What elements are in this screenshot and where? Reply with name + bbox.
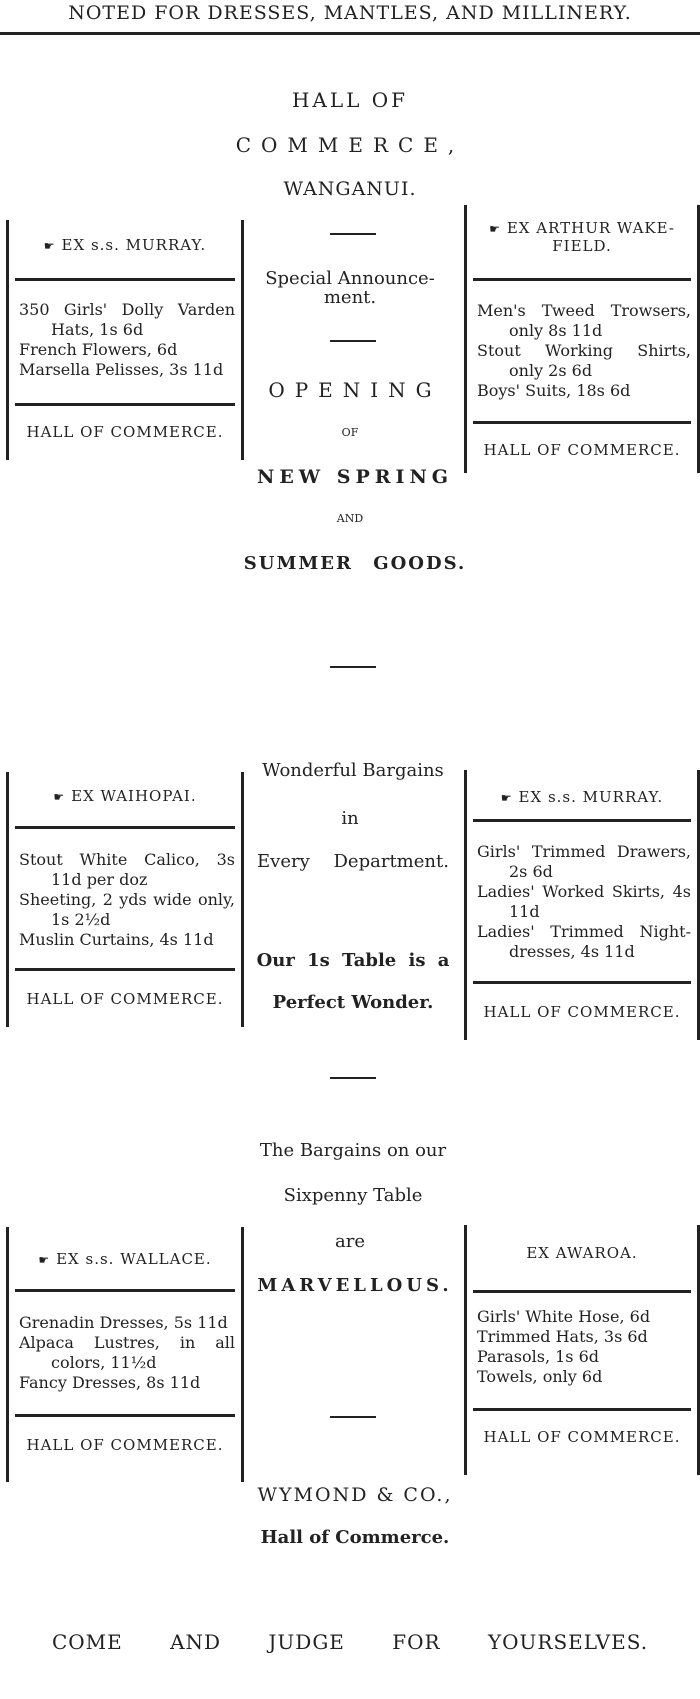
box-items <box>19 1313 235 1393</box>
ad-box-awaroa <box>464 1225 700 1475</box>
list-item: Marsella Pelisses, 3s 11d <box>19 360 224 379</box>
table-line-2: Perfect Wonder. <box>272 992 434 1013</box>
box-rule <box>15 278 235 281</box>
box-title: ☛ EX s.s. MURRAY. <box>43 236 207 254</box>
bargains-line: The Bargains on our <box>259 1140 447 1161</box>
ad-box-waihopai <box>6 772 244 1027</box>
list-item: Muslin Curtains, 4s 11d <box>19 930 214 949</box>
list-item: 350 Girls' Dolly Varden Hats, 1s 6d <box>19 300 235 339</box>
every-department: Every Department. <box>257 851 449 872</box>
opening: OPENING <box>268 378 442 402</box>
box-footer: HALL OF COMMERCE. <box>483 1003 681 1021</box>
divider <box>330 666 376 668</box>
special-announcement: Special Announce- <box>265 268 435 289</box>
divider <box>330 1077 376 1079</box>
pointing-hand-icon: ☛ <box>43 239 56 253</box>
box-title: ☛ EX WAIHOPAI. <box>53 787 197 805</box>
and: AND <box>336 512 364 525</box>
list-item: French Flowers, 6d <box>19 340 178 359</box>
list-item: Girls' Trimmed Drawers, 2s 6d <box>477 842 691 881</box>
box-title: ☛ EX ARTHUR WAKE-FIELD. <box>489 219 675 255</box>
come-and-judge: COME AND JUDGE FOR YOURSELVES. <box>51 1630 649 1654</box>
box-footer: HALL OF COMMERCE. <box>26 1436 224 1454</box>
list-item: Men's Tweed Trowsers, only 8s 11d <box>477 301 691 340</box>
ad-box-murray-2 <box>464 770 700 1040</box>
wymond-co: WYMOND & CO., <box>257 1484 453 1506</box>
box-rule <box>15 1289 235 1292</box>
list-item: Alpaca Lustres, in all colors, 11½d <box>19 1333 235 1372</box>
are: are <box>335 1231 365 1252</box>
masthead: NOTED FOR DRESSES, MANTLES, AND MILLINERY. <box>0 0 700 35</box>
box-footer: HALL OF COMMERCE. <box>483 441 681 459</box>
box-items <box>19 300 235 380</box>
commerce: COMMERCE, <box>235 133 465 157</box>
list-item: Ladies' Worked Skirts, 4s 11d <box>477 882 691 921</box>
pointing-hand-icon: ☛ <box>38 1253 51 1267</box>
box-rule <box>473 819 691 822</box>
list-item: Stout Working Shirts, only 2s 6d <box>477 341 691 380</box>
list-item: Fancy Dresses, 8s 11d <box>19 1373 201 1392</box>
box-rule <box>473 1408 691 1411</box>
box-footer: HALL OF COMMERCE. <box>26 990 224 1008</box>
list-item: Stout White Calico, 3s 11d per doz <box>19 850 235 889</box>
table-line-1: Our 1s Table is a <box>256 950 450 971</box>
of: OF <box>341 426 359 439</box>
pointing-hand-icon: ☛ <box>489 222 501 236</box>
divider <box>330 340 376 342</box>
box-rule <box>473 981 691 984</box>
hall-of: HALL OF <box>291 88 409 112</box>
box-footer: HALL OF COMMERCE. <box>483 1428 681 1446</box>
list-item: Trimmed Hats, 3s 6d <box>477 1327 648 1346</box>
new-spring: NEW SPRING <box>256 466 454 488</box>
ad-box-arthur-wakefield <box>464 205 700 473</box>
box-title: ☛ EX s.s. MURRAY. <box>500 788 664 806</box>
box-items <box>477 301 691 401</box>
summer-goods: SUMMER GOODS. <box>243 553 467 574</box>
box-rule <box>473 1290 691 1293</box>
pointing-hand-icon: ☛ <box>53 790 66 804</box>
wanganui: WANGANUI. <box>283 178 417 200</box>
box-items <box>477 1307 691 1387</box>
divider <box>330 1416 376 1418</box>
box-rule <box>473 278 691 281</box>
list-item: Girls' White Hose, 6d <box>477 1307 651 1326</box>
box-rule <box>15 968 235 971</box>
list-item: Boys' Suits, 18s 6d <box>477 381 631 400</box>
pointing-hand-icon: ☛ <box>500 791 513 805</box>
sixpenny-table: Sixpenny Table <box>283 1185 423 1206</box>
list-item: Ladies' Trimmed Night-dresses, 4s 11d <box>477 922 691 961</box>
box-rule <box>473 421 691 424</box>
box-items <box>477 842 691 962</box>
box-title: ☛ EX s.s. WALLACE. <box>38 1250 212 1268</box>
in: in <box>341 808 359 829</box>
box-items <box>19 850 235 950</box>
special-announcement-2: ment. <box>323 287 377 308</box>
hall-of-commerce: Hall of Commerce. <box>260 1527 450 1548</box>
list-item: Grenadin Dresses, 5s 11d <box>19 1313 228 1332</box>
box-rule <box>15 403 235 406</box>
list-item: Towels, only 6d <box>477 1367 603 1386</box>
wonderful-bargains: Wonderful Bargains <box>262 760 444 781</box>
ad-box-murray-1 <box>6 220 244 460</box>
marvellous: MARVELLOUS. <box>257 1275 453 1296</box>
box-rule <box>15 826 235 829</box>
box-rule <box>15 1414 235 1417</box>
list-item: Sheeting, 2 yds wide only, 1s 2½d <box>19 890 235 929</box>
divider <box>330 233 376 235</box>
box-title: EX AWAROA. <box>526 1244 638 1262</box>
list-item: Parasols, 1s 6d <box>477 1347 600 1366</box>
box-footer: HALL OF COMMERCE. <box>26 423 224 441</box>
ad-box-wallace <box>6 1227 244 1482</box>
